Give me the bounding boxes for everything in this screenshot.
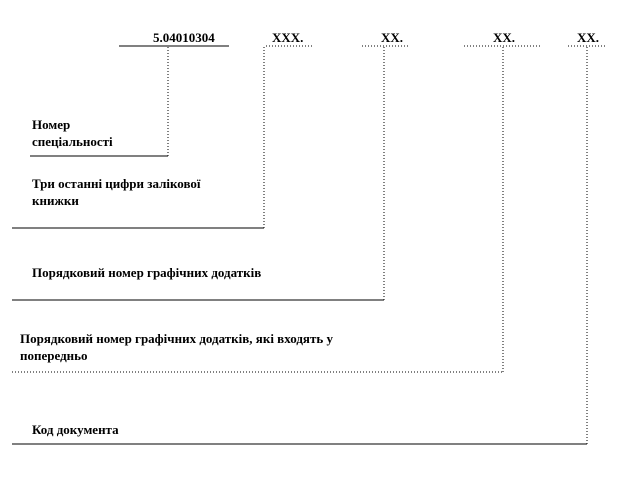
code-part-4: ХХ. [577, 30, 600, 45]
code-part-3: ХХ. [493, 30, 516, 45]
graphic-appendix-previous-label: Порядковий номер графічних додатків, які входять у попередньо [20, 331, 333, 363]
code-part-1: ХХХ. [272, 30, 304, 45]
graphic-appendix-number-label: Порядковий номер графічних додатків [32, 265, 262, 280]
code-part-2: ХХ. [381, 30, 404, 45]
specialty-number-label: Номер спеціальності [32, 117, 113, 149]
specialty-number-code: 5.04010304 [153, 30, 215, 45]
document-code-label: Код документа [32, 422, 119, 437]
gradebook-digits-label: Три останні цифри залікової книжки [32, 176, 201, 208]
